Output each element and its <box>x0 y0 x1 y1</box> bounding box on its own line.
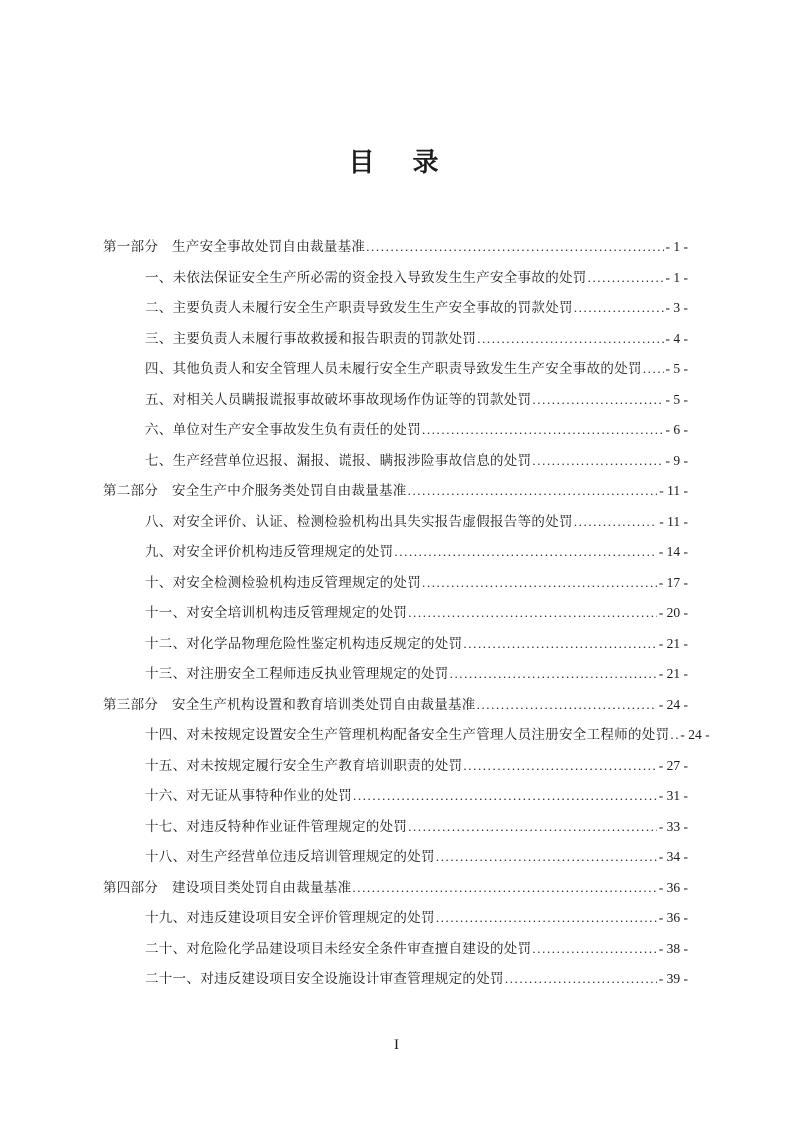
toc-entry-label: 六、单位对生产安全事故发生负有责任的处罚 <box>145 422 421 437</box>
toc-title: 目 录 <box>348 148 445 177</box>
toc-entry-label: 十、对安全检测检验机构违反管理规定的处罚 <box>145 574 421 590</box>
toc-entry[interactable] <box>103 781 688 812</box>
toc-entry-page-number: - 17 - <box>658 574 688 590</box>
toc-dot-leader <box>352 873 656 904</box>
toc-entry-label: 一、未依法保证安全生产所必需的资金投入导致发生生产安全事故的处罚 <box>145 269 587 285</box>
toc-entry-label: 四、其他负责人和安全管理人员未履行安全生产职责导致发生生产安全事故的处罚 <box>145 361 642 376</box>
toc-dot-leader <box>532 934 656 965</box>
toc-dot-leader <box>463 751 656 782</box>
toc-entry[interactable] <box>103 537 688 568</box>
toc-entry[interactable] <box>103 263 688 294</box>
toc-entry[interactable] <box>103 232 688 263</box>
toc-dot-leader <box>463 629 656 660</box>
toc-entry-label: 九、对安全评价机构违反管理规定的处罚 <box>145 544 394 559</box>
toc-dot-leader <box>366 232 663 263</box>
toc-entry-label: 第二部分 安全生产中介服务类处罚自由裁量基准 <box>103 483 407 498</box>
toc-dot-leader <box>436 903 657 934</box>
toc-entry-page-number: - 4 - <box>665 330 688 346</box>
toc-dot-leader <box>532 446 663 477</box>
toc-entry[interactable] <box>103 903 688 934</box>
toc-entry[interactable] <box>103 507 688 538</box>
toc-entry-page-number: - 39 - <box>658 971 688 986</box>
toc-entry-page-number: - 34 - <box>658 849 688 864</box>
toc-entry-page-number: - 11 - <box>659 513 688 529</box>
toc-entry[interactable] <box>103 842 688 873</box>
toc-entry-label: 第四部分 建设项目类处罚自由裁量基准 <box>103 879 352 895</box>
toc-dot-leader <box>477 690 657 721</box>
toc-entry-label: 第三部分 安全生产机构设置和教育培训类处罚自由裁量基准 <box>103 696 476 712</box>
toc-entry-page-number: - 21 - <box>658 635 688 651</box>
toc-entry-page-number: - 24 - <box>680 727 710 742</box>
toc-dot-leader <box>422 568 657 599</box>
toc-entry-page-number: - 27 - <box>658 757 688 773</box>
toc-entry-label: 二、主要负责人未履行安全生产职责导致发生生产安全事故的罚款处罚 <box>145 300 573 315</box>
toc-entry-page-number: - 24 - <box>658 696 688 712</box>
toc-dot-leader <box>574 507 657 538</box>
toc-entry-label: 十二、对化学品物理危险性鉴定机构违反规定的处罚 <box>145 635 463 651</box>
toc-dot-leader <box>532 385 663 416</box>
toc-entry-label: 十七、对违反特种作业证件管理规定的处罚 <box>145 818 408 834</box>
toc-entry-page-number: - 20 - <box>658 605 688 620</box>
toc-entry-page-number: - 1 - <box>665 269 688 285</box>
toc-dot-leader <box>670 720 678 751</box>
toc-entry[interactable] <box>103 690 688 721</box>
toc-list <box>103 232 710 995</box>
toc-dot-leader <box>353 781 657 812</box>
toc-entry[interactable] <box>103 751 688 782</box>
toc-entry-label: 二十、对危险化学品建设项目未经安全条件审查擅自建设的处罚 <box>145 940 532 956</box>
toc-entry-page-number: - 6 - <box>665 422 688 437</box>
footer-page-number: I <box>394 1037 399 1053</box>
toc-entry-page-number: - 38 - <box>658 940 688 956</box>
toc-entry-page-number: - 31 - <box>658 788 688 803</box>
toc-entry-page-number: - 1 - <box>665 239 688 254</box>
toc-entry-page-number: - 33 - <box>658 818 688 834</box>
toc-entry-label: 七、生产经营单位迟报、漏报、谎报、瞒报涉险事故信息的处罚 <box>145 452 532 468</box>
toc-entry[interactable] <box>103 293 688 324</box>
toc-entry[interactable] <box>103 385 688 416</box>
toc-entry[interactable] <box>103 659 688 690</box>
toc-entry-label: 第一部分 生产安全事故处罚自由裁量基准 <box>103 239 366 254</box>
toc-entry-label: 十五、对未按规定履行安全生产教育培训职责的处罚 <box>145 757 463 773</box>
toc-dot-leader <box>436 842 657 873</box>
toc-dot-leader <box>394 537 656 568</box>
toc-entry[interactable] <box>103 446 688 477</box>
toc-entry[interactable] <box>103 476 688 507</box>
toc-dot-leader <box>408 812 657 843</box>
toc-dot-leader <box>505 964 657 995</box>
toc-dot-leader <box>588 263 664 294</box>
toc-entry-label: 十六、对无证从事特种作业的处罚 <box>145 788 352 803</box>
toc-dot-leader <box>408 476 658 507</box>
toc-entry[interactable] <box>103 812 688 843</box>
toc-dot-leader <box>422 415 664 446</box>
toc-entry[interactable] <box>103 354 688 385</box>
toc-entry[interactable] <box>103 720 710 751</box>
toc-entry[interactable] <box>103 324 688 355</box>
toc-entry[interactable] <box>103 873 688 904</box>
toc-entry[interactable] <box>103 415 688 446</box>
toc-entry-page-number: - 36 - <box>658 910 688 925</box>
toc-entry-page-number: - 3 - <box>665 300 688 315</box>
toc-entry-label: 三、主要负责人未履行事故救援和报告职责的罚款处罚 <box>145 330 477 346</box>
toc-entry-page-number: - 36 - <box>658 879 688 895</box>
toc-entry[interactable] <box>103 598 688 629</box>
toc-entry[interactable] <box>103 934 688 965</box>
toc-dot-leader <box>643 354 664 385</box>
toc-entry-page-number: - 21 - <box>658 666 688 681</box>
toc-entry-label: 二十一、对违反建设项目安全设施设计审查管理规定的处罚 <box>145 971 504 986</box>
toc-entry-page-number: - 9 - <box>665 452 688 468</box>
toc-dot-leader <box>574 293 664 324</box>
toc-entry-label: 十一、对安全培训机构违反管理规定的处罚 <box>145 605 408 620</box>
toc-entry-label: 十八、对生产经营单位违反培训管理规定的处罚 <box>145 849 435 864</box>
toc-entry-page-number: - 11 - <box>659 483 688 498</box>
toc-entry-label: 十三、对注册安全工程师违反执业管理规定的处罚 <box>145 666 449 681</box>
toc-entry-page-number: - 14 - <box>658 544 688 559</box>
toc-entry[interactable] <box>103 629 688 660</box>
toc-entry-page-number: - 5 - <box>665 361 688 376</box>
toc-dot-leader <box>408 598 657 629</box>
toc-entry-label: 八、对安全评价、认证、检测检验机构出具失实报告虚假报告等的处罚 <box>145 513 573 529</box>
toc-dot-leader <box>477 324 663 355</box>
toc-entry-label: 五、对相关人员瞒报谎报事故破坏事故现场作伪证等的罚款处罚 <box>145 391 532 407</box>
toc-entry[interactable] <box>103 964 688 995</box>
toc-entry-label: 十四、对未按规定设置安全生产管理机构配备安全生产管理人员注册安全工程师的处罚 <box>145 727 670 742</box>
toc-dot-leader <box>450 659 657 690</box>
toc-entry-label: 十九、对违反建设项目安全评价管理规定的处罚 <box>145 910 435 925</box>
toc-entry[interactable] <box>103 568 688 599</box>
toc-entry-page-number: - 5 - <box>665 391 688 407</box>
